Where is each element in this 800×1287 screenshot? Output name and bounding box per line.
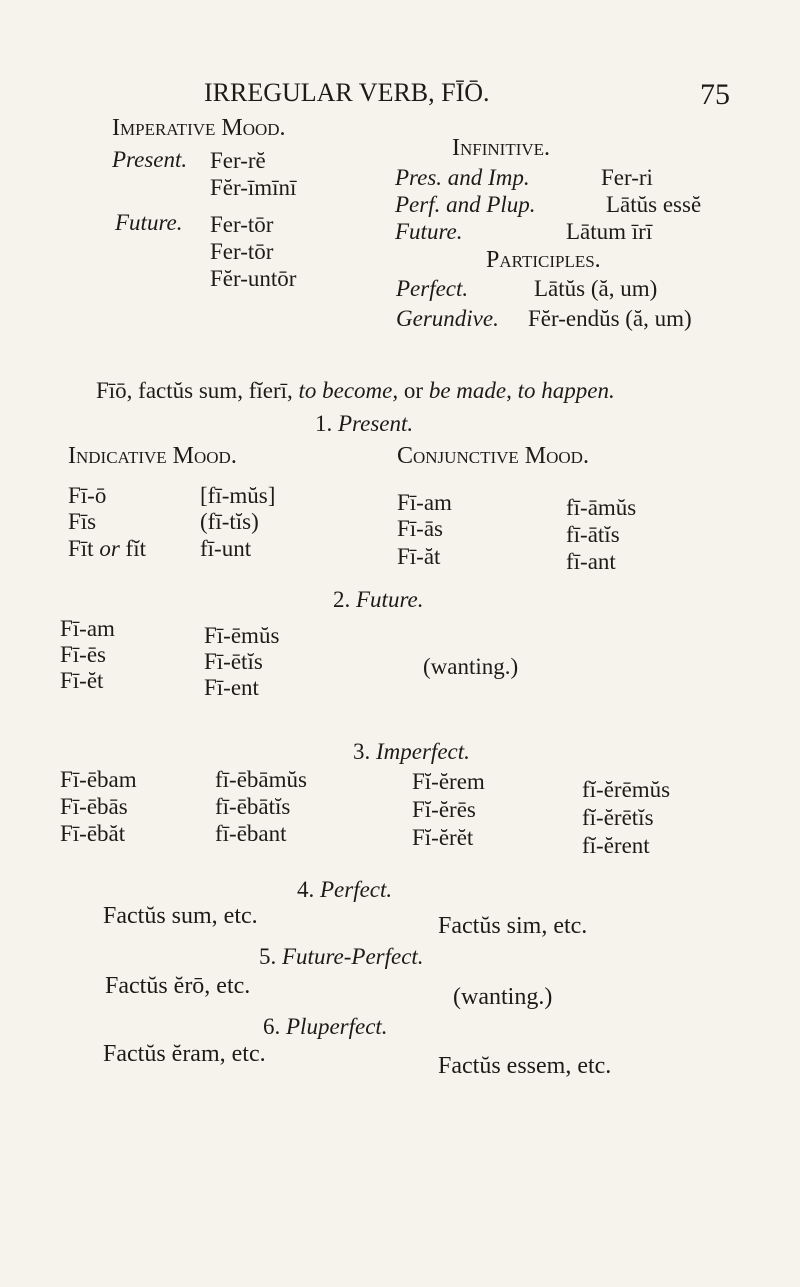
page-number: 75 — [700, 78, 730, 111]
present-conj-plur: fī-ātĭs — [566, 522, 620, 547]
pluperfect-conj: Factŭs essem, etc. — [438, 1053, 612, 1079]
participle-form: Lātŭs (ă, um) — [534, 276, 658, 301]
future-ind-sing: Fī-ēs — [60, 642, 106, 667]
imperfect-conj-plur: fĭ-ĕrēmŭs — [582, 777, 671, 802]
present-conj-plur: fī-āmŭs — [566, 495, 637, 520]
future-ind-plur: Fī-ētĭs — [204, 649, 263, 674]
section-label: Pluperfect. — [286, 1014, 388, 1039]
imperative-present-label: Present. — [112, 147, 188, 172]
participles-heading: Participles. — [486, 247, 601, 273]
present-ind-plur: fī-unt — [200, 536, 252, 561]
verb-meaning: to become, — [298, 378, 399, 403]
future-perfect-ind: Factŭs ĕrō, etc. — [105, 973, 251, 999]
infinitive-label: Future. — [395, 219, 463, 244]
imperfect-ind-sing: Fī-ēbăt — [60, 821, 126, 846]
section-number: 3. — [353, 739, 371, 764]
infinitive-form: Fer-ri — [601, 165, 653, 190]
section-future-heading — [333, 588, 424, 611]
imperfect-conj-sing: Fĭ-ĕrēs — [412, 797, 476, 822]
section-present-heading — [315, 412, 413, 435]
present-ind-plur: [fī-mŭs] — [200, 483, 276, 508]
future-ind-plur: Fī-ent — [204, 675, 259, 700]
infinitive-label: Pres. and Imp. — [395, 165, 530, 190]
section-label: Future. — [356, 587, 424, 612]
verb-main: Fīō, factŭs sum, fĭerī, — [96, 378, 293, 403]
imperative-heading: Imperative Mood. — [112, 115, 286, 141]
section-label: Future-Perfect. — [282, 944, 424, 969]
future-perfect-conj: (wanting.) — [453, 984, 553, 1010]
section-number: 2. — [333, 587, 351, 612]
imperative-future-form: Fer-tōr — [210, 212, 274, 237]
imperfect-ind-plur: fī-ēbāmŭs — [215, 767, 307, 792]
present-conj-sing: Fī-ās — [397, 516, 443, 541]
section-perfect-heading — [297, 878, 392, 901]
section-label: Present. — [338, 411, 414, 436]
future-ind-sing: Fī-ĕt — [60, 668, 104, 693]
verb-or: or — [403, 378, 424, 403]
perfect-ind: Factŭs sum, etc. — [103, 903, 258, 929]
section-number: 5. — [259, 944, 277, 969]
running-head: IRREGULAR VERB, FĪŌ. — [204, 78, 490, 107]
section-label: Imperfect. — [376, 739, 470, 764]
imperfect-ind-sing: Fī-ēbam — [60, 767, 137, 792]
verb-principal-parts — [96, 379, 615, 402]
fit-form-a: Fīt — [68, 536, 94, 561]
section-label: Perfect. — [320, 877, 393, 902]
imperfect-ind-sing: Fī-ēbās — [60, 794, 128, 819]
section-number: 1. — [315, 411, 333, 436]
imperfect-conj-plur: fĭ-ĕrētĭs — [582, 805, 654, 830]
imperfect-conj-plur: fĭ-ĕrent — [582, 833, 650, 858]
participle-label: Gerundive. — [396, 306, 499, 331]
present-ind-sing: Fī-ō — [68, 483, 107, 508]
pluperfect-ind: Factŭs ĕram, etc. — [103, 1041, 266, 1067]
section-future-perfect-heading — [259, 945, 424, 968]
imperfect-conj-sing: Fĭ-ĕrem — [412, 769, 485, 794]
infinitive-form: Lātum īrī — [566, 219, 653, 244]
perfect-conj: Factŭs sim, etc. — [438, 913, 588, 939]
future-ind-plur: Fī-ēmŭs — [204, 623, 280, 648]
section-pluperfect-heading — [263, 1015, 388, 1038]
verb-meaning: be made, to happen. — [428, 378, 615, 403]
present-conj-plur: fī-ant — [566, 549, 616, 574]
imperfect-conj-sing: Fĭ-ĕrĕt — [412, 825, 474, 850]
infinitive-form: Lātŭs essĕ — [606, 192, 702, 217]
fit-form-b: fĭt — [125, 536, 146, 561]
present-ind-sing — [68, 537, 146, 560]
imperative-future-label: Future. — [115, 210, 183, 235]
imperative-present-form: Fĕr-īmīnī — [210, 175, 297, 200]
imperfect-ind-plur: fī-ēbant — [215, 821, 287, 846]
conjunctive-heading: Conjunctive Mood. — [397, 443, 589, 469]
imperative-future-form: Fer-tōr — [210, 239, 274, 264]
section-number: 4. — [297, 877, 315, 902]
present-conj-sing: Fī-ăt — [397, 544, 441, 569]
imperative-future-form: Fĕr-untōr — [210, 266, 297, 291]
infinitive-heading: Infinitive. — [452, 135, 551, 161]
present-ind-sing: Fīs — [68, 509, 97, 534]
section-imperfect-heading — [353, 740, 470, 763]
section-number: 6. — [263, 1014, 281, 1039]
imperfect-ind-plur: fī-ēbātĭs — [215, 794, 291, 819]
participle-label: Perfect. — [396, 276, 469, 301]
future-conj-wanting: (wanting.) — [423, 654, 519, 679]
future-ind-sing: Fī-am — [60, 616, 115, 641]
infinitive-label: Perf. and Plup. — [395, 192, 536, 217]
fit-or: or — [99, 536, 120, 561]
present-conj-sing: Fī-am — [397, 490, 452, 515]
participle-form: Fĕr-endŭs (ă, um) — [528, 306, 692, 331]
indicative-heading: Indicative Mood. — [68, 443, 237, 469]
imperative-present-form: Fer-rĕ — [210, 148, 266, 173]
present-ind-plur: (fī-tĭs) — [200, 509, 259, 534]
